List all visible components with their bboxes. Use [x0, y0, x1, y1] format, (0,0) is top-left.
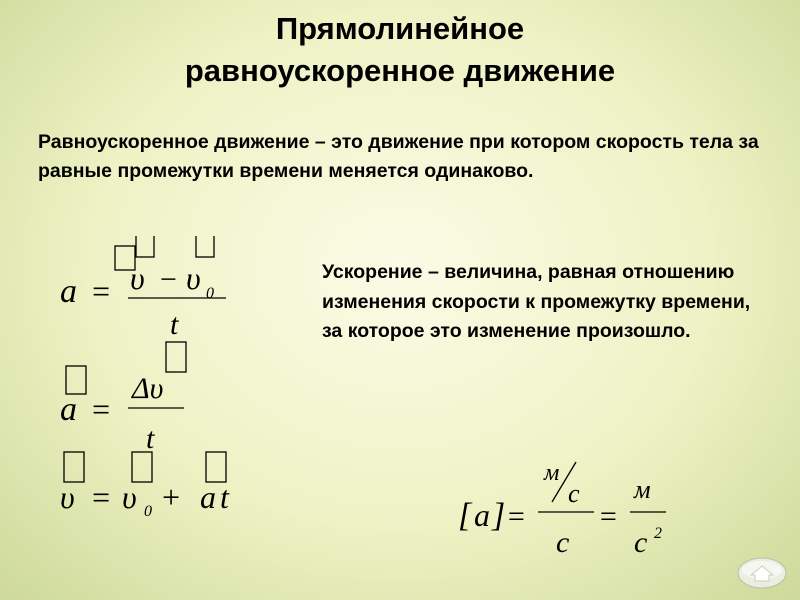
units-equals-1: =	[506, 500, 527, 533]
subscript-zero: 0	[206, 285, 214, 302]
units-formula	[452, 456, 682, 564]
result-exponent-2: 2	[654, 525, 662, 542]
formula-lhs-a: a	[60, 273, 77, 310]
slide-title	[0, 8, 800, 92]
plus-sign: +	[160, 479, 182, 515]
inner-num-m: м	[544, 460, 560, 486]
term-a: a	[200, 479, 216, 515]
acceleration-delta-formula	[48, 338, 208, 452]
vector-box-v-lhs	[64, 452, 84, 482]
units-var-a: a	[474, 497, 490, 533]
result-num-m: м	[634, 475, 651, 504]
vector-box-a2	[66, 366, 86, 394]
numerator-v: υ	[130, 260, 145, 296]
vector-box-a3	[206, 452, 226, 482]
formula-equals-2: =	[90, 391, 112, 427]
numerator-delta-v: Δυ	[132, 372, 164, 405]
subscript-zero-3: 0	[144, 503, 152, 520]
velocity-formula	[48, 448, 258, 524]
vector-box-delta-v	[166, 342, 186, 372]
denominator-t: t	[170, 308, 179, 336]
title-line-1: Прямолинейное	[275, 11, 525, 46]
uniform-acceleration-definition: Равноускоренное движение – это движение при котором скорость тела за равные промежутки времени меняется одинаково.	[38, 131, 759, 182]
units-den-s: с	[556, 526, 570, 559]
vector-box-v	[136, 236, 154, 257]
acceleration-formula	[48, 236, 248, 336]
numerator-v0: υ	[186, 260, 201, 296]
denominator-t2: t	[146, 422, 155, 452]
vector-box-v0-rhs	[132, 452, 152, 482]
vector-box-v0	[196, 236, 214, 257]
home-nav-icon[interactable]	[736, 556, 788, 590]
acceleration-definition: Ускорение – величина, равная отношению изменения скорости к промежутку времени, за которое это изменение произошло.	[322, 261, 751, 342]
inner-den-s: с	[568, 479, 580, 508]
minus-sign: −	[158, 263, 179, 296]
units-equals-2: =	[598, 500, 619, 533]
bracket-left: [	[458, 497, 472, 534]
formula-lhs-v: υ	[60, 479, 75, 515]
formula-lhs-a2: a	[60, 391, 77, 428]
term-t: t	[220, 479, 229, 515]
formula-equals-3: =	[90, 479, 112, 515]
term-v0: υ	[122, 479, 137, 515]
result-den-s: с	[634, 526, 648, 559]
formula-equals: =	[90, 273, 112, 309]
bracket-right: ]	[492, 497, 506, 534]
title-line-2: равноускоренное движение	[184, 53, 616, 88]
